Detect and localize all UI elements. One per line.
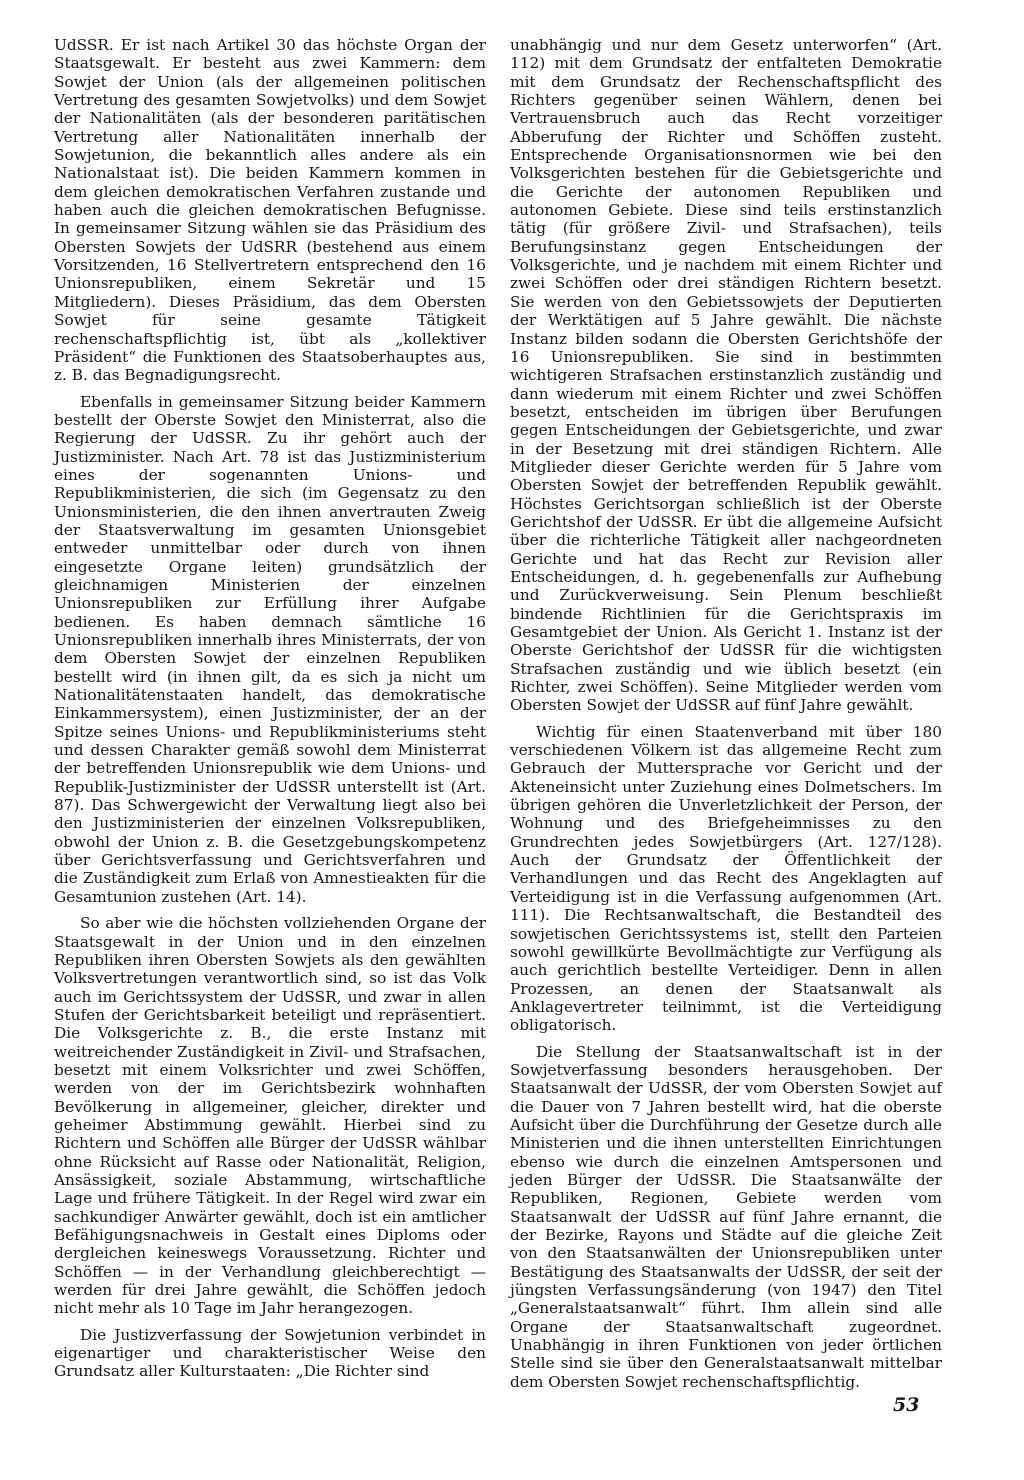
- page-number: 53: [893, 1394, 920, 1416]
- paragraph: So aber wie die höchsten vollziehenden Organe der Staatsgewalt in der Union und in den einzelnen Republiken ihren Obersten Sowjets als den gewählten Volksvertretungen verantwortlich sind, so ist das Volk auch im Gerichtssystem der UdSSR, und zwar in allen Stufen der Gerichtsbarkeit beteiligt und repräsentiert. Die Volksgerichte z. B., die erste Instanz mit weitreichender Zuständigkeit in Zivil- und Strafsachen, besetzt mit einem Volksrichter und zwei Schöffen, werden von der im Gerichtsbezirk wohnhaften Bevölkerung in allgemeiner, gleicher, direkter und geheimer Abstimmung gewählt. Hierbei sind zu Richtern und Schöffen alle Bürger der UdSSR wählbar ohne Rücksicht auf Rasse oder Nationalität, Religion, Ansässigkeit, soziale Abstammung, wirtschaftliche Lage und frühere Tätigkeit. In der Regel wird zwar ein sachkundiger Anwärter gewählt, doch ist ein amtlicher Befähigungsnachweis in Gestalt eines Diploms oder dergleichen keineswegs Voraussetzung. Richter und Schöffen — in der Verhandlung gleichberechtigt — werden für drei Jahre gewählt, die Schöffen jedoch nicht mehr als 10 Tage im Jahr herangezogen.: [54, 914, 486, 1318]
- paragraph: UdSSR. Er ist nach Artikel 30 das höchste Organ der Staatsgewalt. Er besteht aus zwei Kammern: dem Sowjet der Union (als der allgemeinen politischen Vertretung des gesamten Sowjetvolks) und dem Sowjet der Nationalitäten (als der besonderen paritätischen Vertretung aller Nationalitäten innerhalb der Sowjetunion, die bekanntlich alles andere als ein Nationalstaat ist). Die beiden Kammern kommen in dem gleichen demokratischen Verfahren zustande und haben auch die gleichen demokratischen Befugnisse. In gemeinsamer Sitzung wählen sie das Präsidium des Obersten Sowjets der UdSRR (bestehend aus einem Vorsitzenden, 16 Stellvertretern entsprechend den 16 Unionsrepubliken, einem Sekretär und 15 Mitgliedern). Dieses Präsidium, das dem Obersten Sowjet für seine gesamte Tätigkeit rechenschaftspflichtig ist, übt als „kollektiver Präsident“ die Funktionen des Staatsoberhauptes aus, z. B. das Begnadigungsrecht.: [54, 36, 486, 385]
- paragraph: Die Stellung der Staatsanwaltschaft ist in der Sowjetverfassung besonders herausgehoben. Der Staatsanwalt der UdSSR, der vom Obersten Sowjet auf die Dauer von 7 Jahren bestellt wird, hat die oberste Aufsicht über die Durchführung der Gesetze durch alle Ministerien und die ihnen unterstellten Einrichtungen ebenso wie durch die einzelnen Amtspersonen und jeden Bürger der UdSSR. Die Staatsanwälte der Republiken, Regionen, Gebiete werden vom Staatsanwalt der UdSSR auf fünf Jahre ernannt, die der Bezirke, Rayons und Städte auf die gleiche Zeit von den Staatsanwälten der Unionsrepubliken unter Bestätigung des Staatsanwalts der UdSSR, der seit der jüngsten Verfassungsänderung (von 1947) den Titel „Generalstaatsanwalt“ führt. Ihm allein sind alle Organe der Staatsanwaltschaft zugeordnet. Unabhängig in ihren Funktionen von jeder örtlichen Stelle sind sie über den Generalstaatsanwalt mittelbar dem Obersten Sowjet rechenschaftspflichtig.: [510, 1042, 942, 1391]
- paragraph: Ebenfalls in gemeinsamer Sitzung beider Kammern bestellt der Oberste Sowjet den Ministerrat, also die Regierung der UdSSR. Zu ihr gehört auch der Justizminister. Nach Art. 78 ist das Justizministerium eines der sogenannten Unions- und Republikministerien, die sich (im Gegensatz zu den Unionsministerien, die den ihnen anvertrauten Zweig der Staatsverwaltung im gesamten Unionsgebiet entweder unmittelbar oder durch von ihnen eingesetzte Organe leiten) grundsätzlich der gleichnamigen Ministerien der einzelnen Unionsrepubliken zur Erfüllung ihrer Aufgabe bedienen. Es haben demnach sämtliche 16 Unionsrepubliken innerhalb ihres Ministerrats, der von dem Obersten Sowjet der einzelnen Republiken bestellt wird (in ihnen gilt, da es sich ja nicht um Nationalitätenstaaten handelt, das demokratische Einkammersystem), einen Justizminister, der an der Spitze seines Unions- und Republikministeriums steht und dessen Charakter gemäß sowohl dem Ministerrat der betreffenden Unionsrepublik wie dem Unions- und Republik-Justizminister der UdSSR unterstellt ist (Art. 87). Das Schwergewicht der Verwaltung liegt also bei den Justizministerien der einzelnen Volksrepubliken, obwohl der Union z. B. die Gesetzgebungskompetenz über Gerichtsverfassung und Gerichtsverfahren und die Zuständigkeit zum Erlaß von Amnestieakten für die Gesamtunion zustehen (Art. 14).: [54, 392, 486, 906]
- left-column: [54, 36, 486, 1389]
- paragraph: Die Justizverfassung der Sowjetunion verbindet in eigenartiger und charakteristischer Weise den Grundsatz aller Kulturstaaten: „Die Richter sind: [54, 1325, 486, 1381]
- right-column: [510, 36, 942, 1399]
- paragraph: Wichtig für einen Staatenverband mit über 180 verschiedenen Völkern ist das allgemeine Recht zum Gebrauch der Muttersprache vor Gericht und der Akteneinsicht unter Zuziehung eines Dolmetschers. Im übrigen gehören die Unverletzlichkeit der Person, der Wohnung und des Briefgeheimnisses zu den Grundrechten jedes Sowjetbürgers (Art. 127/128). Auch der Grundsatz der Öffentlichkeit der Verhandlungen und das Recht des Angeklagten auf Verteidigung ist in die Verfassung aufgenommen (Art. 111). Die Rechtsanwaltschaft, die Bestandteil des sowjetischen Gerichtssystems ist, stellt den Parteien sowohl gewillkürte Bevollmächtigte zur Verfügung als auch gerichtlich bestellte Verteidiger. Denn in allen Prozessen, an denen der Staatsanwalt als Anklagevertreter teilnimmt, ist die Verteidigung obligatorisch.: [510, 722, 942, 1035]
- paragraph: unabhängig und nur dem Gesetz unterworfen“ (Art. 112) mit dem Grundsatz der entfalteten Demokratie mit dem Grundsatz der Rechenschaftspflicht des Richters gegenüber seinen Wählern, denen bei Vertrauensbruch auch das Recht vorzeitiger Abberufung der Richter und Schöffen zusteht. Entsprechende Organisationsnormen wie bei den Volksgerichten bestehen für die Gebietsgerichte und die Gerichte der autonomen Republiken und autonomen Gebiete. Diese sind teils erstinstanzlich tätig (für größere Zivil- und Strafsachen), teils Berufungsinstanz gegen Entscheidungen der Volksgerichte, und je nachdem mit einem Richter und zwei Schöffen oder drei ständigen Richtern besetzt. Sie werden von den Gebietssowjets der Deputierten der Werktätigen auf 5 Jahre gewählt. Die nächste Instanz bilden sodann die Obersten Gerichtshöfe der 16 Unionsrepubliken. Sie sind in bestimmten wichtigeren Strafsachen erstinstanzlich zuständig und dann wiederum mit einem Richter und zwei Schöffen besetzt, entscheiden im übrigen über Berufungen gegen Entscheidungen der Gebietsgerichte, und zwar in der Besetzung mit drei ständigen Richtern. Alle Mitglieder dieser Gerichte werden für 5 Jahre vom Obersten Sowjet der betreffenden Republik gewählt. Höchstes Gerichtsorgan schließlich ist der Oberste Gerichtshof der UdSSR. Er übt die allgemeine Aufsicht über die richterliche Tätigkeit aller nachgeordneten Gerichte und hat das Recht zur Revision aller Entscheidungen, d. h. gegebenenfalls zur Aufhebung und Zurückverweisung. Sein Plenum beschließt bindende Richtlinien für die Gerichtspraxis im Gesamtgebiet der Union. Als Gericht 1. Instanz ist der Oberste Gerichtshof der UdSSR für die wichtigsten Strafsachen zuständig und wie üblich besetzt (ein Richter, zwei Schöffen). Seine Mitglieder werden vom Obersten Sowjet der UdSSR auf fünf Jahre gewählt.: [510, 36, 942, 715]
